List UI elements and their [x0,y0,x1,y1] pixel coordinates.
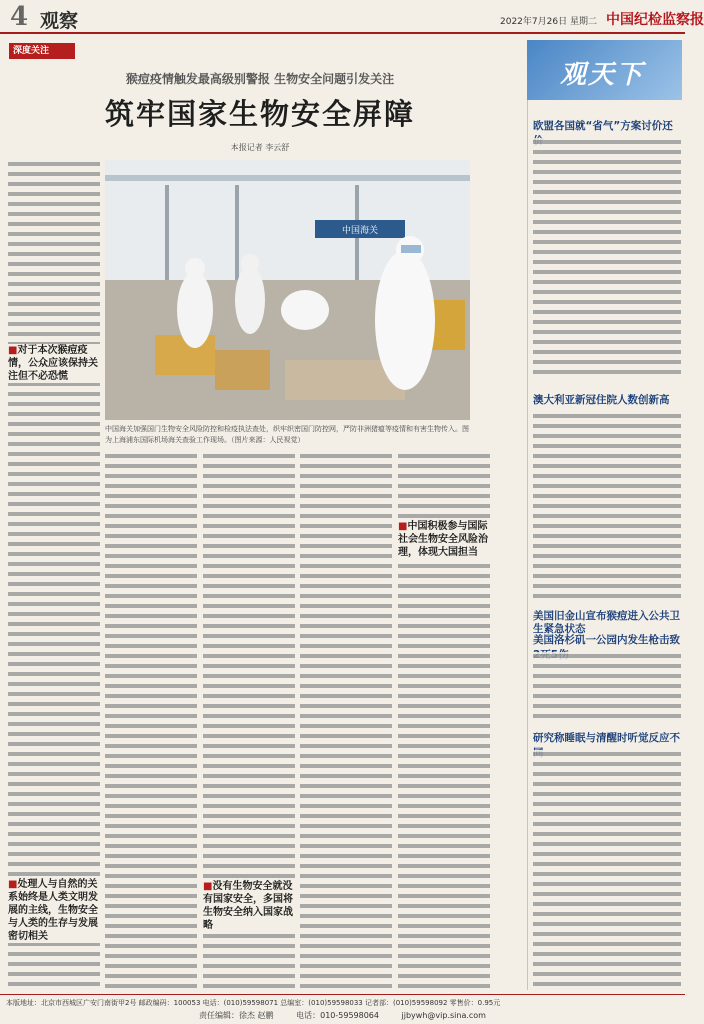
news-body-2 [533,412,681,602]
news-headline-4: 美国洛杉矶一公园内发生枪击致 [533,634,680,646]
bullet-icon: ■ [203,881,213,892]
photo-caption: 中国海关加强国门生物安全风险防控和检疫执法查处，织牢织密国门防控网，严防非洲猪瘟等疫情和有害生物传入。图为上海浦东国际机场海关查验工作现场。（图片来源：人民视觉） [105,425,469,444]
footer-email: jjbywh@vip.sina.com [401,1011,486,1020]
photo-illustration [105,160,470,420]
section-title: 观察 [40,10,79,32]
article-body-col2 [105,452,197,992]
article-kicker: 猴痘疫情触发最高级别警报 生物安全问题引发关注 [125,72,395,86]
bullet-icon: ■ [8,879,18,890]
article-photo [105,160,470,420]
news-body-1 [533,138,681,378]
subhead-4: ■没有生物安全就没有国家安全，多国将生物安全纳入国家战略 [203,881,293,931]
footer-phone: 电话：010-59598064 [296,1011,379,1020]
column-tag: 深度关注 [9,43,75,59]
bullet-icon: ■ [8,345,18,356]
news-headline-3: 美国旧金山宣布猴痘进入公共卫生紧急状态 [533,610,680,635]
news-body-5 [533,750,681,988]
footer-contacts [0,1010,685,1024]
page-number: 4 [10,2,29,32]
subhead-3: ■处理人与自然的关系始终是人类文明发展的主线，生物安全与人类的生存与发展密切相关 [8,879,98,942]
article-body-col1 [8,160,100,990]
column-banner-title: 观天下 [560,60,645,90]
bullet-icon: ■ [398,521,408,532]
subhead-1: ■对于本次猴痘疫情，公众应该保持关注但不必恐慌 [8,345,98,382]
customs-sign: 中国海关 [341,226,379,236]
subhead-2: ■中国积极参与国际社会生物安全风险治理，体现大国担当 [398,521,488,558]
news-body-4 [533,652,681,722]
footer-info: 本版地址：北京市西城区广安门南街甲2号 邮政编码：100053 电话：(010)59598071 总编室：(010)59598033 记者部：(010)59598092 零售价：0.95元 [0,994,685,1008]
article-body-col4 [300,452,392,992]
footer-editor: 责任编辑：徐杰 赵鹏 [199,1011,274,1020]
masthead [0,0,704,34]
news-headline-2: 澳大利亚新冠住院人数创新高 [533,394,670,406]
news-headline-1: 欧盟各国就“省气”方案讨价还 [533,120,673,132]
article-byline: 本报记者 李云舒 [230,143,290,152]
news-headline-5: 研究称睡眠与清醒时听觉反应不 [533,732,680,744]
paper-logo: 中国纪检监察报 [606,12,704,28]
article-headline: 筑牢国家生物安全屏障 [104,97,415,131]
issue-date: 2022年7月26日 星期二 [500,17,597,27]
